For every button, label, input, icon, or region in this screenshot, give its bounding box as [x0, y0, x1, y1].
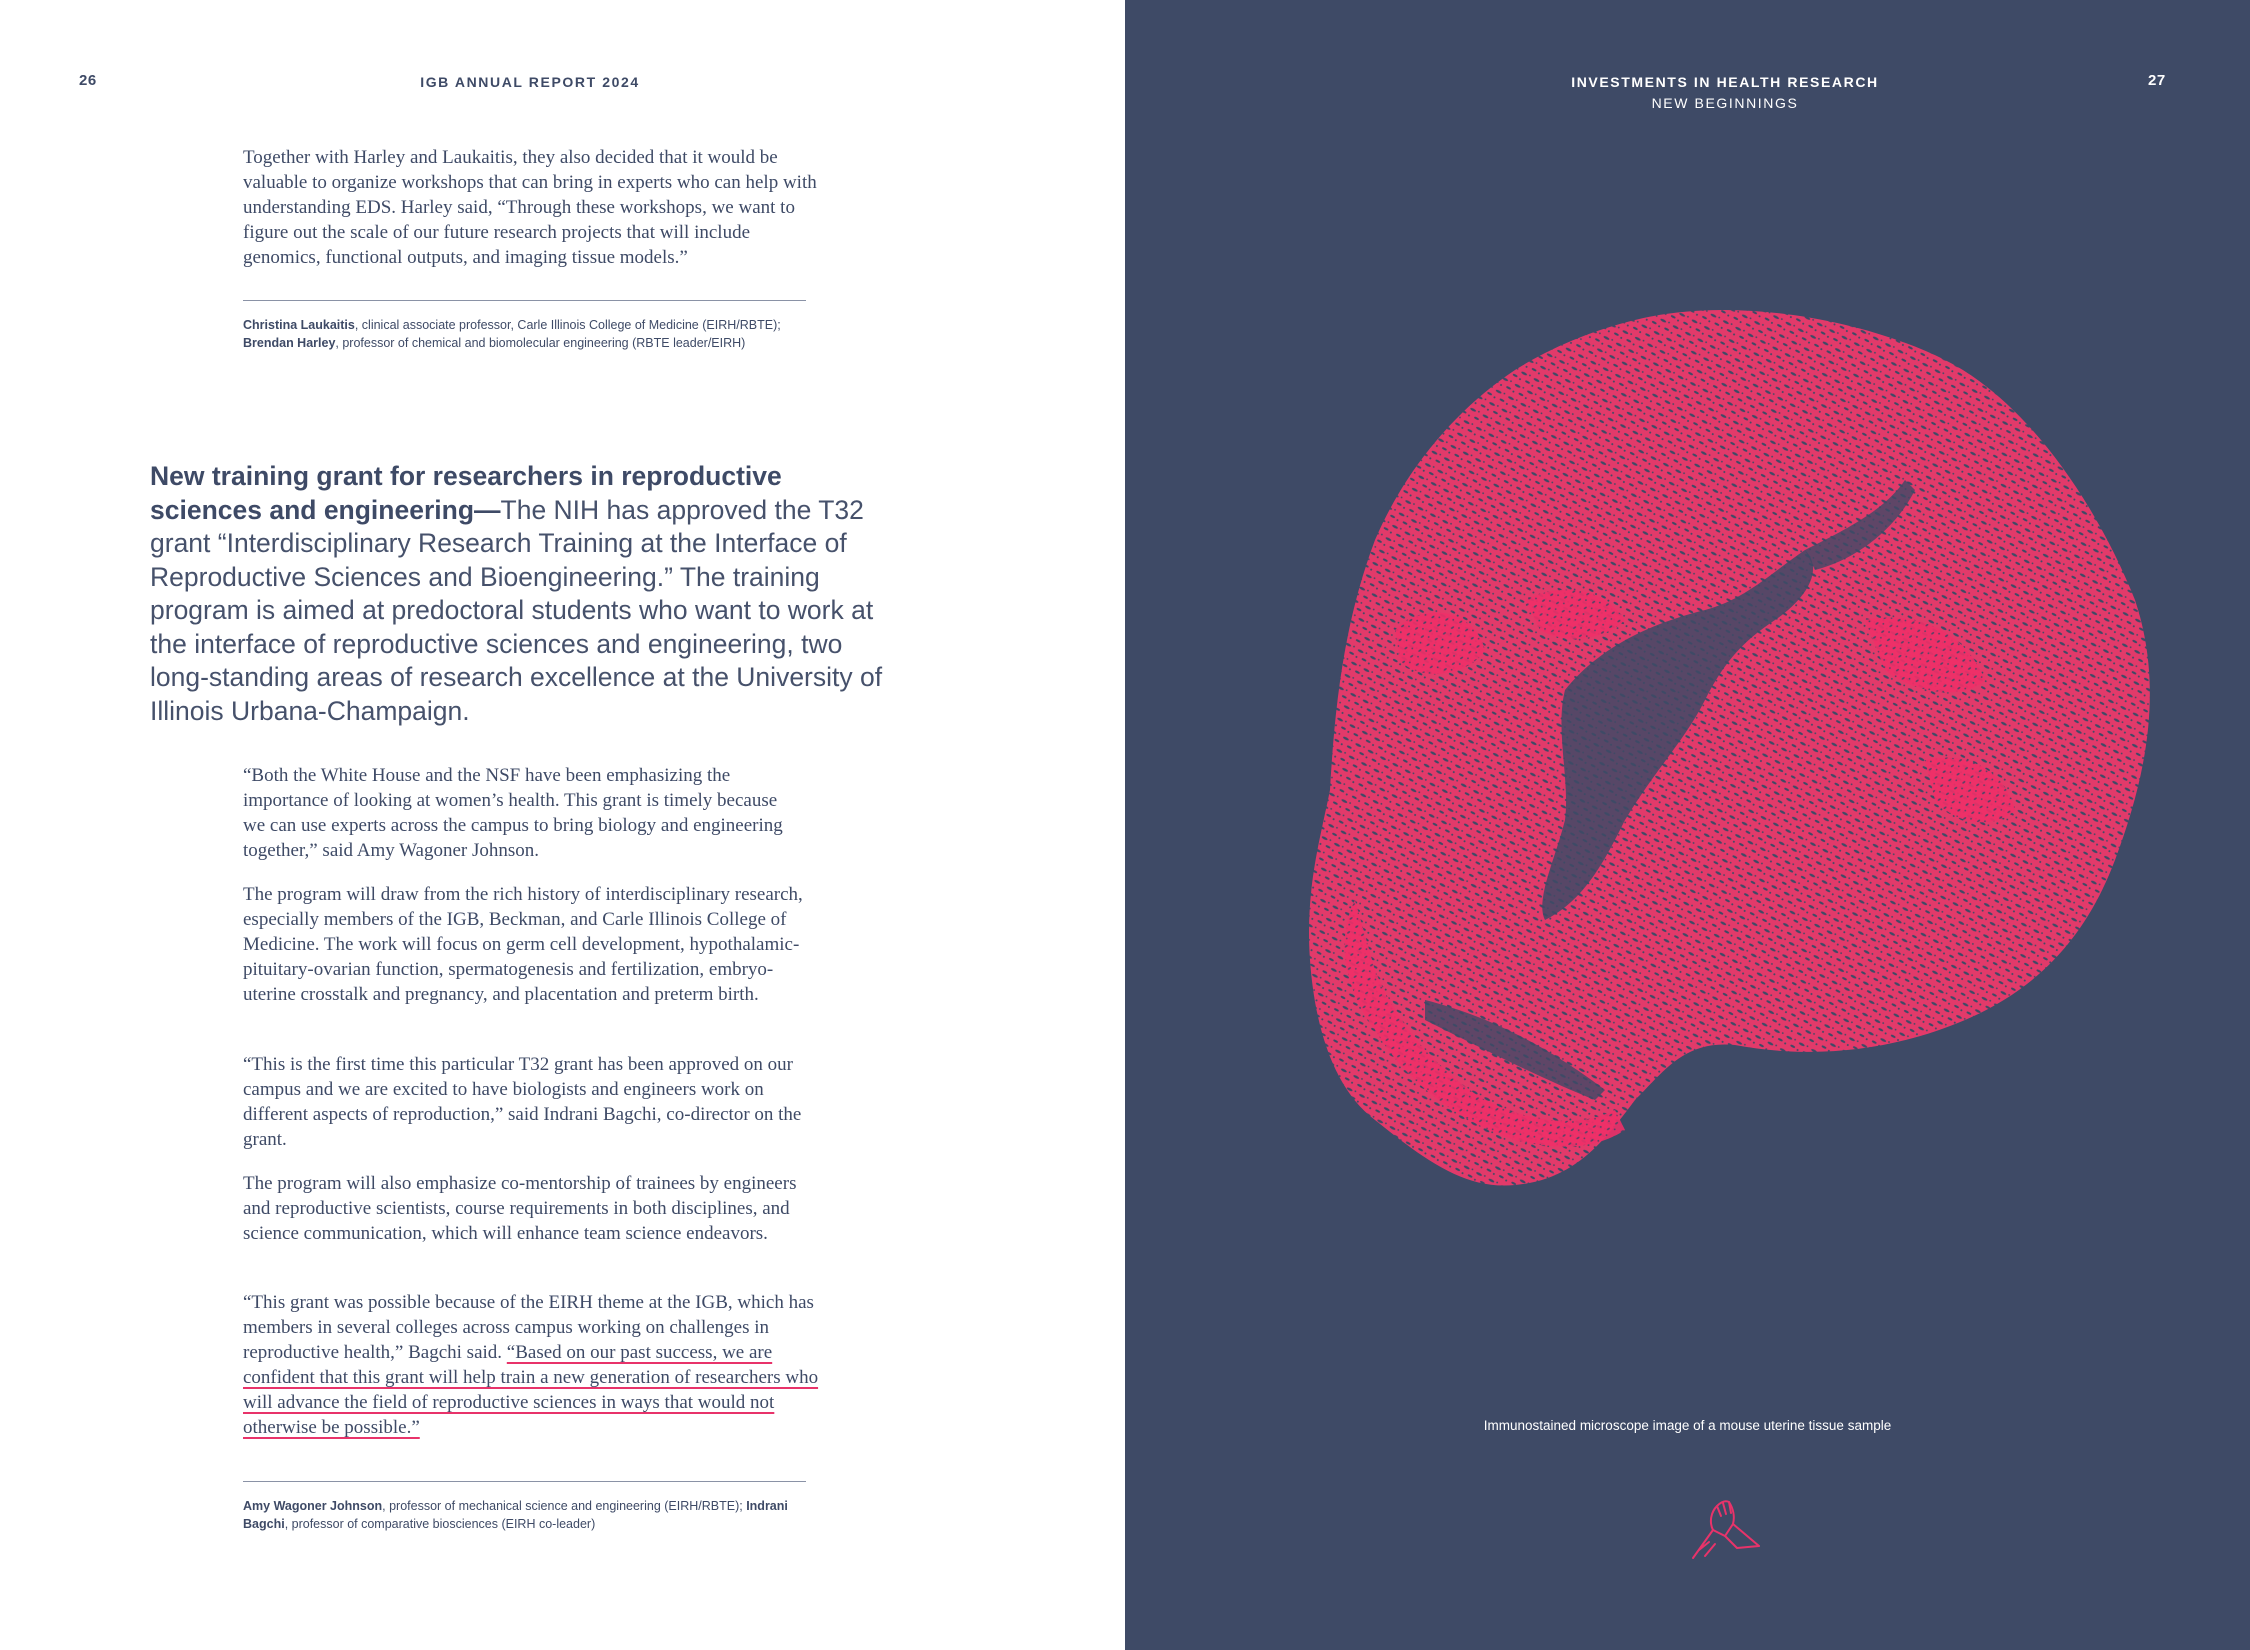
running-head-left: IGB ANNUAL REPORT 2024 [420, 74, 640, 90]
credit-name: Indrani Bagchi [243, 1499, 788, 1531]
lead-heading: New training grant for researchers in reproductive sciences and engineering— [150, 461, 782, 525]
credit-role: , professor of mechanical science and engineering (EIRH/RBTE); [382, 1499, 747, 1513]
final-paragraph [243, 1290, 823, 1440]
page-number-left: 26 [79, 72, 97, 89]
credit-name: Brendan Harley [243, 336, 336, 350]
credit-name: Amy Wagoner Johnson [243, 1499, 383, 1513]
uterine-tissue-image [1305, 300, 2165, 1220]
body-paragraph: The program will draw from the rich history of interdisciplinary research, especially members of the IGB, Beckman, and Carle Illinois College of Medicine. The work will focus on germ cell development, hypothalamic-pituitary-ovarian function, spermatogenesis and fertilization, embryo-uterine crosstalk and pregnancy, and placentation and preterm birth. [243, 884, 803, 1005]
credit-role: , clinical associate professor, Carle Illinois College of Medicine (EIRH/RBTE); [354, 318, 781, 332]
intro-paragraph: Together with Harley and Laukaitis, they also decided that it would be valuable to organize workshops that can bring in experts who can help with understanding EDS. Harley said, “Through these workshops, we want to figure out the scale of our future research projects that will include genomics, functional outputs, and imaging tissue models.” [243, 147, 817, 268]
credit-name: Christina Laukaitis [243, 318, 355, 332]
credit-divider-top [243, 300, 806, 301]
credit-block-1 [243, 316, 808, 352]
body-paragraph: “This is the first time this particular T32 grant has been approved on our campus and we are excited to have biologists and engineers work on different aspects of reproduction,” said Indrani Bagchi, co-director on the grant. [243, 1054, 802, 1150]
running-subhead-right: NEW BEGINNINGS [1651, 95, 1799, 111]
credit-block-2 [243, 1497, 808, 1533]
credit-role: , professor of chemical and biomolecular engineering (RBTE leader/EIRH) [335, 336, 746, 350]
raised-hand-logo-icon [1685, 1492, 1765, 1564]
highlighted-quote: “Based on our past success, we are confident that this grant will help train a new generation of researchers who will advance the field of reproductive sciences in ways that would not otherwise be possible.” [243, 1342, 819, 1438]
body-paragraph: “Both the White House and the NSF have been emphasizing the importance of looking at women’s health. This grant is timely because we can use experts across the campus to bring biology and engineering together,” said Amy Wagoner Johnson. [243, 765, 783, 861]
credit-divider-bottom [243, 1481, 806, 1482]
lead-paragraph [150, 460, 895, 728]
running-head-right: INVESTMENTS IN HEALTH RESEARCH [1571, 74, 1879, 90]
credit-role: , professor of comparative biosciences (EIRH co-leader) [284, 1517, 596, 1531]
final-paragraph-text: “This grant was possible because of the EIRH theme at the IGB, which has members in several colleges across campus working on challenges in reproductive health,” Bagchi said. [243, 1292, 814, 1363]
lead-text: The NIH has approved the T32 grant “Interdisciplinary Research Training at the Interface of Reproductive Sciences and Bioengineering.” The training program is aimed at predoctoral students who want to work at the interface of reproductive sciences and engineering, two long-standing areas of research excellence at the University of Illinois Urbana-Champaign. [150, 494, 883, 726]
image-caption: Immunostained microscope image of a mouse uterine tissue sample [1483, 1418, 1892, 1433]
page-number-right: 27 [2148, 72, 2166, 89]
body-paragraph: The program will also emphasize co-mentorship of trainees by engineers and reproductive scientists, course requirements in both disciplines, and science communication, which will enhance team science endeavors. [243, 1173, 797, 1244]
